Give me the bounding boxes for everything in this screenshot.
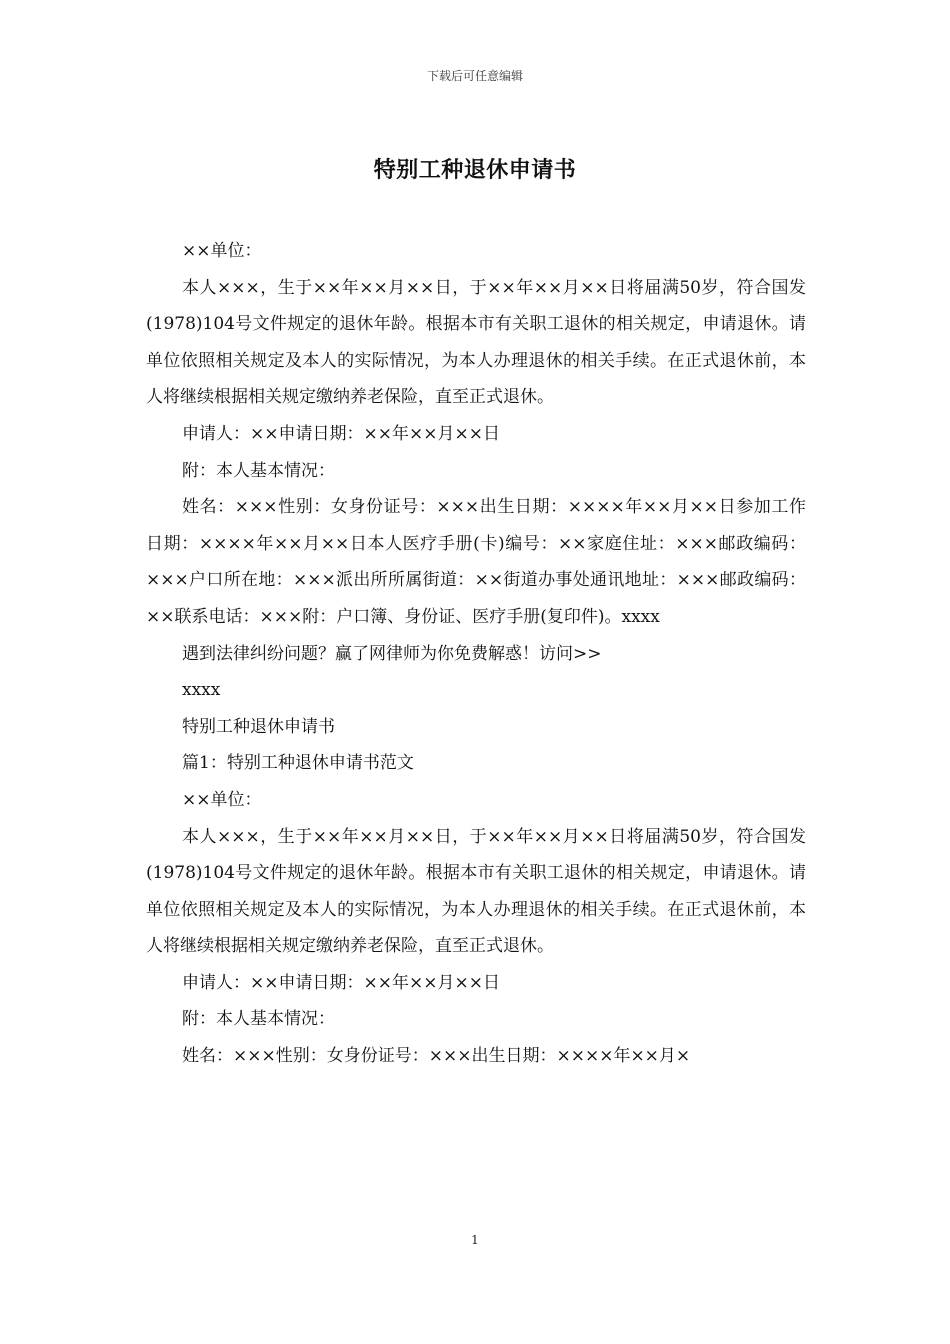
body-paragraph: 本人×××，生于××年××月××日，于××年××月××日将届满50岁，符合国发(1978)104号文件规定的退休年龄。根据本市有关职工退休的相关规定，申请退休。请单位依照相关规定及本人的实际情况，为本人办理退休的相关手续。在正式退休前，本人将继续根据相关规定缴纳养老保险，直至正式退休。 — [146, 277, 806, 408]
body-paragraph: 本人×××，生于××年××月××日，于××年××月××日将届满50岁，符合国发(1978)104号文件规定的退休年龄。根据本市有关职工退休的相关规定，申请退休。请单位依照相关规定及本人的实际情况，为本人办理退休的相关手续。在正式退休前，本人将继续根据相关规定缴纳养老保险，直至正式退休。 — [146, 826, 806, 957]
basic-info-paragraph: 姓名：×××性别：女身份证号：×××出生日期：××××年××月××日参加工作日期：××××年××月××日本人医疗手册(卡)编号：××家庭住址：×××邮政编码：×××户口所在地：×××派出所所属街道：××街道办事处通讯地址：×××邮政编码：××联系电话：×××附：户口簿、身份证、医疗手册(复印件)。xxxx — [146, 497, 806, 627]
salutation: ××单位： — [182, 789, 262, 810]
page-number: 1 — [471, 1233, 479, 1247]
applicant-line: 申请人：××申请日期：××年××月××日 — [182, 423, 500, 444]
page-header: 下载后可任意编辑 — [426, 69, 523, 83]
basic-info-paragraph: 姓名：×××性别：女身份证号：×××出生日期：××××年××月× — [182, 1046, 691, 1067]
sample-heading: 篇1：特别工种退休申请书范文 — [182, 753, 414, 774]
salutation: ××单位： — [182, 241, 262, 261]
attachment-heading: 附：本人基本情况： — [182, 460, 335, 481]
section-title: 特别工种退休申请书 — [182, 716, 335, 737]
attachment-heading: 附：本人基本情况： — [182, 1009, 335, 1030]
document-body — [146, 233, 806, 1075]
applicant-line: 申请人：××申请日期：××年××月××日 — [182, 972, 500, 993]
placeholder-text: xxxx — [182, 680, 221, 701]
legal-help-link[interactable]: 遇到法律纠纷问题？赢了网律师为你免费解惑！访问>> — [182, 643, 602, 664]
document-title: 特别工种退休申请书 — [373, 157, 577, 183]
